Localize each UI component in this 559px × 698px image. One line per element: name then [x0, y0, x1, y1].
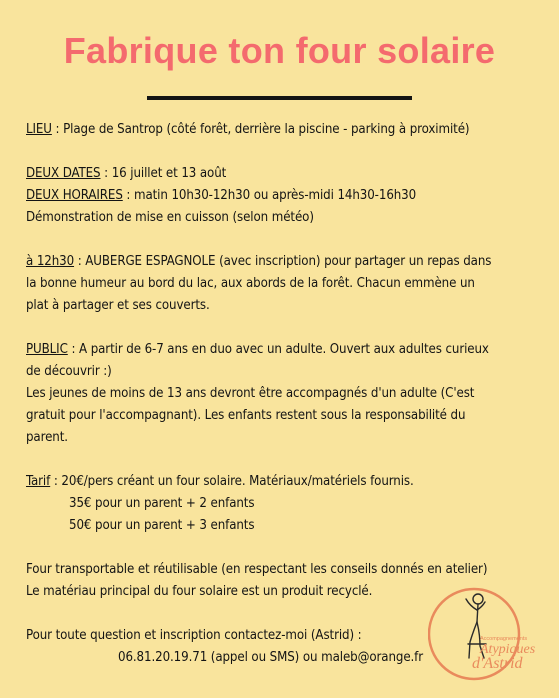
dates-line	[26, 163, 546, 185]
auberge-line-1	[26, 251, 546, 273]
lieu-label: LIEU	[26, 122, 52, 137]
four-line-1: Four transportable et réutilisable (en respectant les conseils donnés en atelier)	[26, 562, 488, 577]
four-line-2: Le matériau principal du four solaire est un produit recyclé.	[26, 584, 373, 599]
auberge-text: : AUBERGE ESPAGNOLE (avec inscription) pour partager un repas dans	[74, 254, 492, 269]
page-title: Fabrique ton four solaire	[63, 30, 496, 71]
horaires-text: : matin 10h30-12h30 ou après-midi 14h30-16h30	[122, 188, 417, 203]
horaires-line	[26, 185, 546, 207]
logo-small-text: Accompagnements	[480, 636, 528, 642]
lieu-text: : Plage de Santrop (côté forêt, derrière la piscine - parking à proximité)	[51, 122, 470, 137]
tarif-line-1	[26, 471, 546, 493]
public-line-3: Les jeunes de moins de 13 ans devront être accompagnés d'un adulte (C'est	[26, 386, 475, 401]
horaires-label: DEUX HORAIRES	[26, 188, 123, 203]
public-line-5: parent.	[26, 430, 68, 445]
auberge-label: à 12h30	[26, 254, 75, 269]
public-line-4: gratuit pour l'accompagnant). Les enfants restent sous la responsabilité du	[26, 408, 466, 423]
contact-line-1: Pour toute question et inscription contactez-moi (Astrid) :	[26, 628, 362, 643]
astrid-logo	[428, 572, 556, 694]
demo-line: Démonstration de mise en cuisson (selon météo)	[26, 210, 314, 225]
tarif-text: : 20€/pers créant un four solaire. Matériaux/matériels fournis.	[50, 474, 414, 489]
auberge-line-3: plat à partager et ses couverts.	[26, 298, 210, 313]
public-line-2: de découvrir :)	[26, 364, 112, 379]
logo-brand-2: d'Astrid	[472, 655, 523, 672]
tarif-line-3: 50€ pour un parent + 3 enfants	[69, 518, 255, 533]
tarif-line-2: 35€ pour un parent + 2 enfants	[69, 496, 255, 511]
public-line-1	[26, 339, 546, 361]
auberge-line-2: la bonne humeur au bord du lac, aux abords de la forêt. Chacun emmène un	[26, 276, 475, 291]
tarif-label: Tarif	[26, 474, 51, 489]
dates-text: : 16 juillet et 13 août	[100, 166, 227, 181]
logo-brand-1: Atypiques	[480, 642, 536, 657]
contact-line-2: 06.81.20.19.71 (appel ou SMS) ou maleb@orange.fr	[118, 650, 424, 665]
lieu-line	[26, 119, 546, 141]
dates-label: DEUX DATES	[26, 166, 101, 181]
public-text: : A partir de 6-7 ans en duo avec un adulte. Ouvert aux adultes curieux	[67, 342, 489, 357]
public-label: PUBLIC	[26, 342, 68, 357]
title-underline	[147, 96, 412, 100]
